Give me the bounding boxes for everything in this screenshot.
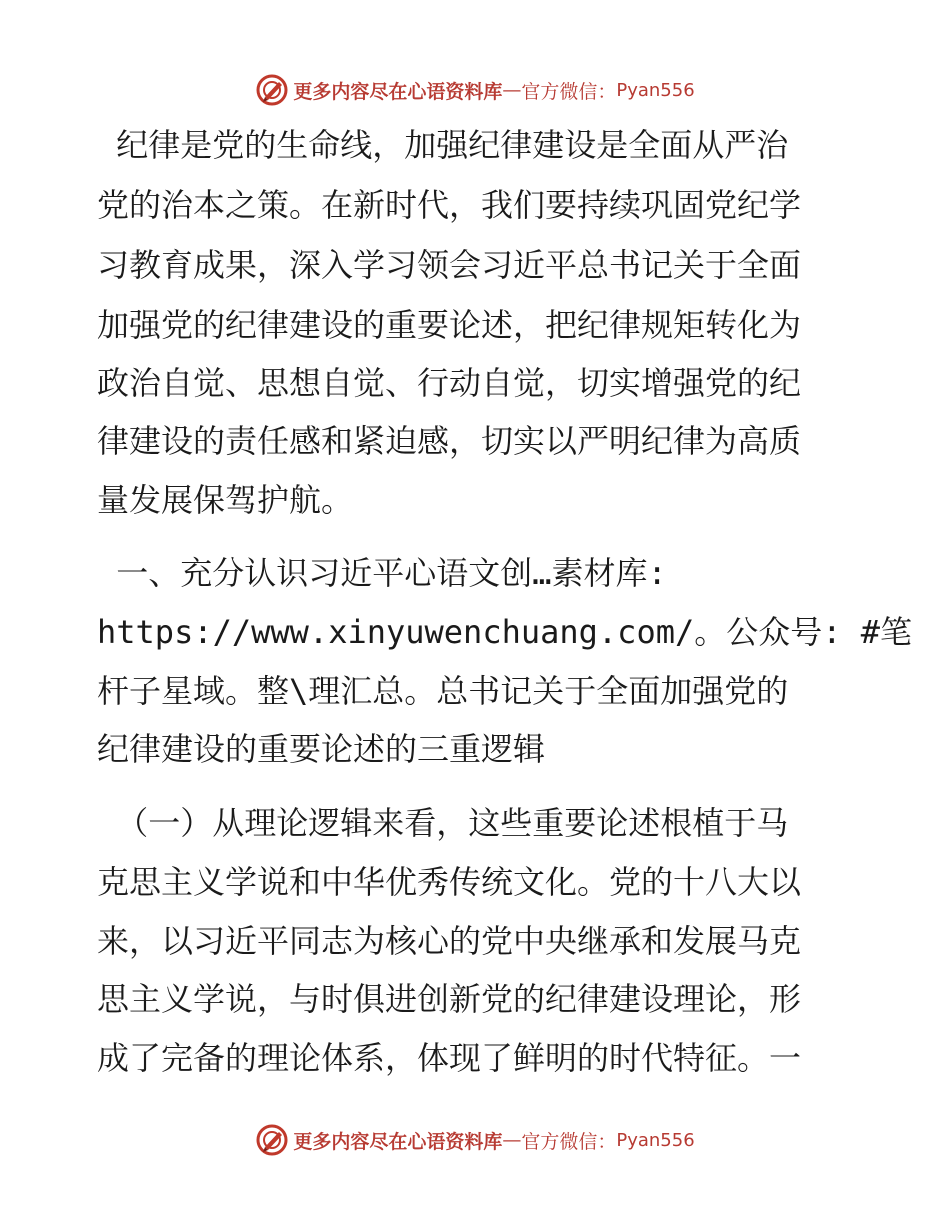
text-line: 杆子星域。整\理汇总。总书记关于全面加强党的 [97, 672, 789, 710]
text-line: 党的治本之策。在新时代，我们要持续巩固党纪学 [97, 186, 802, 224]
text-line: 来，以习近平同志为核心的党中央继承和发展马克 [97, 922, 802, 960]
banner-main-text: 更多内容尽在心语资料库 [293, 1130, 503, 1153]
text-line: 量发展保驾护航。 [97, 481, 354, 519]
banner-wechat-id: Pyan556 [616, 1129, 695, 1151]
text-line: 纪律建设的重要论述的三重逻辑 [97, 730, 546, 768]
url-line: https://www.xinyuwenchuang.com/。公众号: #笔 [97, 613, 913, 651]
pen-logo-icon [255, 73, 289, 107]
section-heading-line: 一、充分认识习近平心语文创…素材库: [97, 554, 667, 592]
banner-separator: — [502, 79, 522, 101]
text-line: （一）从理论逻辑来看，这些重要论述根植于马 [97, 804, 789, 842]
text-line: 习教育成果，深入学习领会习近平总书记关于全面 [97, 246, 802, 284]
banner-sub-text: 官方微信： [521, 80, 617, 103]
pen-logo-icon [255, 1123, 289, 1157]
text-line: 思主义学说，与时俱进创新党的纪律建设理论，形 [97, 980, 802, 1018]
footer-banner [0, 1120, 950, 1160]
text-line: 律建设的责任感和紧迫感，切实以严明纪律为高质 [97, 422, 802, 460]
banner-separator: — [502, 1129, 522, 1151]
text-line: 政治自觉、思想自觉、行动自觉，切实增强党的纪 [97, 364, 802, 402]
header-banner [0, 70, 950, 110]
banner-sub-text: 官方微信： [521, 1130, 617, 1153]
banner-main-text: 更多内容尽在心语资料库 [293, 80, 503, 103]
text-line: 成了完备的理论体系，体现了鲜明的时代特征。一 [97, 1039, 802, 1077]
banner-wechat-id: Pyan556 [616, 79, 695, 101]
text-line: 克思主义学说和中华优秀传统文化。党的十八大以 [97, 863, 802, 901]
text-line: 加强党的纪律建设的重要论述，把纪律规矩转化为 [97, 306, 802, 344]
text-line: 纪律是党的生命线，加强纪律建设是全面从严治 [97, 126, 789, 164]
